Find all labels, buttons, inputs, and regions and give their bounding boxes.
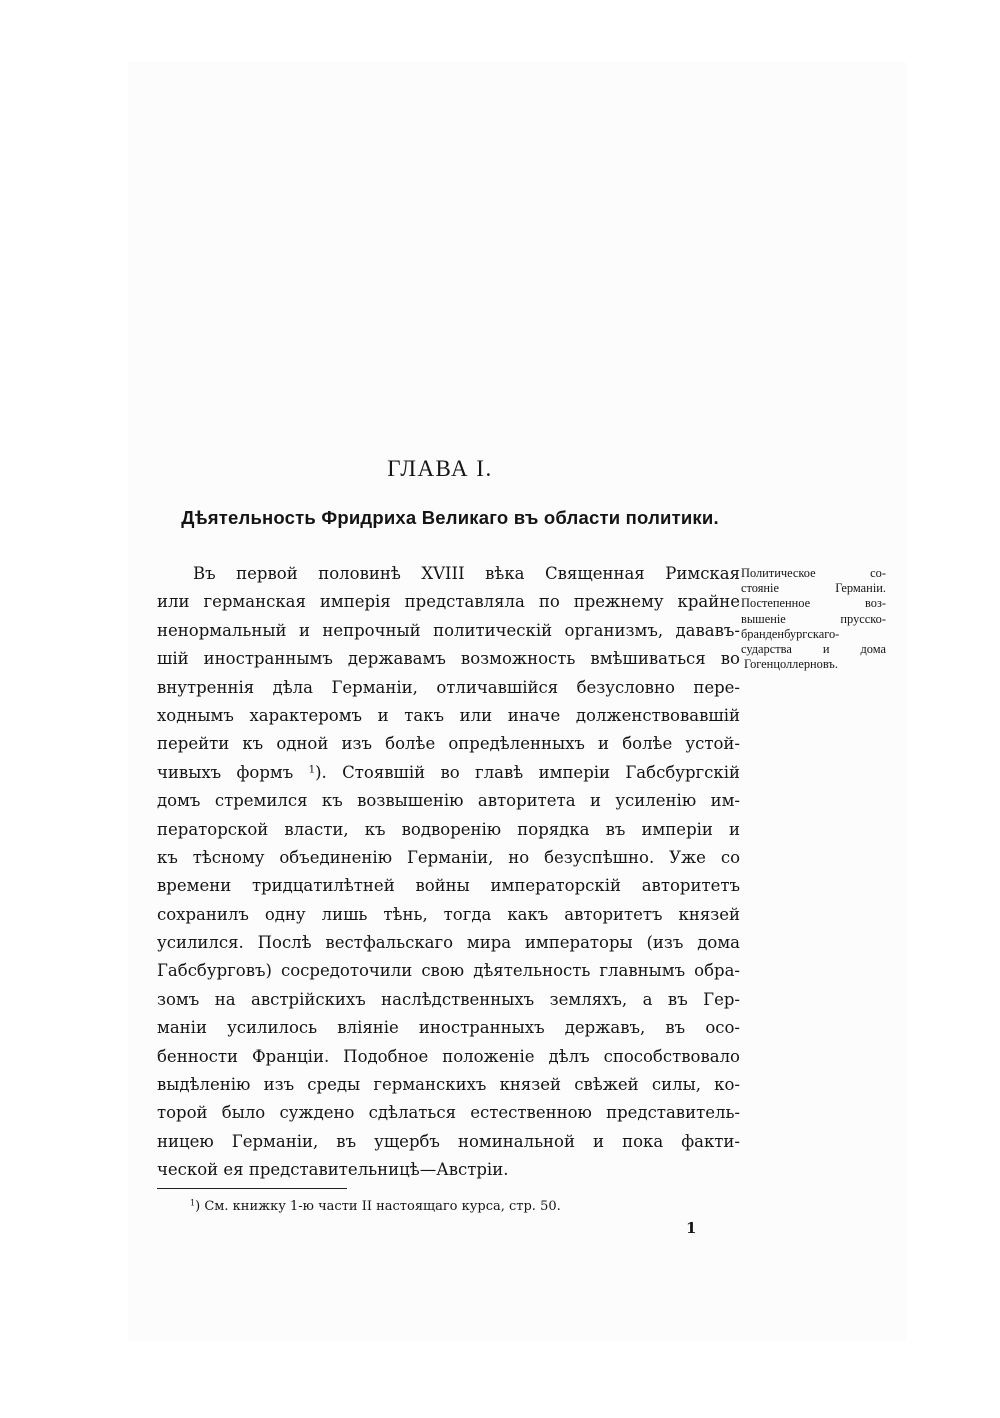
text-line: бенности Франціи. Подобное положеніе дѣлъ способствовало bbox=[157, 1046, 740, 1066]
text-line: торой было суждено сдѣлаться естественною представитель- bbox=[157, 1103, 740, 1123]
footnote-reference: 1 bbox=[308, 764, 316, 776]
margin-note bbox=[741, 566, 886, 672]
text-line: Габсбурговъ) сосредоточили свою дѣятельность главнымъ обра- bbox=[157, 961, 740, 981]
text-line-with-footnote bbox=[157, 759, 740, 787]
margin-note-line: сударства и дома bbox=[741, 642, 886, 657]
text-line: внутреннія дѣла Германіи, отличавшійся безусловно пере- bbox=[157, 677, 740, 697]
footnote bbox=[190, 1197, 561, 1217]
footnote-text: ) См. книжку 1-ю части II настоящаго курса, стр. 50. bbox=[195, 1199, 561, 1214]
text-line: маніи усилилось вліяніе иностранныхъ державъ, въ осо- bbox=[157, 1018, 740, 1038]
footnote-number: 1 bbox=[190, 1198, 196, 1208]
text-line-part: ). Стоявшій во главѣ имперіи Габсбургскій bbox=[315, 762, 740, 782]
margin-note-line: Гогенцоллерновъ. bbox=[744, 657, 838, 672]
text-line: усилился. Послѣ вестфальскаго мира императоры (изъ дома bbox=[157, 933, 740, 953]
text-line: перейти къ одной изъ болѣе опредѣленныхъ и болѣе устой- bbox=[157, 734, 740, 754]
text-line: времени тридцатилѣтней войны императорскій авторитетъ bbox=[157, 876, 740, 896]
text-line: Въ первой половинѣ XVIII вѣка Священная Римская bbox=[193, 564, 740, 583]
text-line: ницею Германіи, въ ущербъ номинальной и пока факти- bbox=[157, 1131, 740, 1151]
text-line-part: чивыхъ формъ bbox=[157, 762, 294, 782]
text-line: шій иностраннымъ державамъ возможность вмѣшиваться во bbox=[157, 649, 740, 669]
text-line: домъ стремился къ возвышенію авторитета и усиленію им- bbox=[157, 791, 740, 811]
text-line: сохранилъ одну лишь тѣнь, тогда какъ авторитетъ князей bbox=[157, 904, 740, 924]
margin-note-line: вышеніе прусско- bbox=[741, 611, 886, 626]
margin-note-line: бранденбургскаго- bbox=[741, 626, 840, 641]
page-number: 1 bbox=[686, 1219, 697, 1237]
margin-note-line: Постепенное воз- bbox=[741, 596, 886, 611]
text-line: зомъ на австрійскихъ наслѣдственныхъ земляхъ, а въ Гер- bbox=[157, 989, 740, 1009]
main-paragraph bbox=[157, 560, 740, 1185]
text-line: ческой ея представительницѣ—Австріи. bbox=[157, 1160, 509, 1180]
text-line: или германская имперія представляла по прежнему крайне bbox=[157, 592, 740, 612]
margin-note-line: Политическое со- bbox=[741, 566, 886, 580]
chapter-title: ГЛАВА I. bbox=[387, 456, 493, 481]
text-line: выдѣленію изъ среды германскихъ князей свѣжей силы, ко- bbox=[157, 1075, 740, 1095]
chapter-heading: Дѣятельность Фридриха Великаго въ области политики. bbox=[181, 507, 719, 528]
margin-note-line: стояніе Германіи. bbox=[741, 581, 886, 596]
text-line: ходнымъ характеромъ и такъ или иначе долженствовавшій bbox=[157, 705, 740, 725]
text-line: къ тѣсному объединенію Германіи, но безуспѣшно. Уже со bbox=[157, 847, 740, 867]
text-line: ператорской власти, къ водворенію порядка въ имперіи и bbox=[157, 819, 740, 839]
footnote-separator bbox=[157, 1188, 347, 1189]
text-line: ненормальный и непрочный политическій организмъ, дававъ- bbox=[157, 620, 740, 640]
